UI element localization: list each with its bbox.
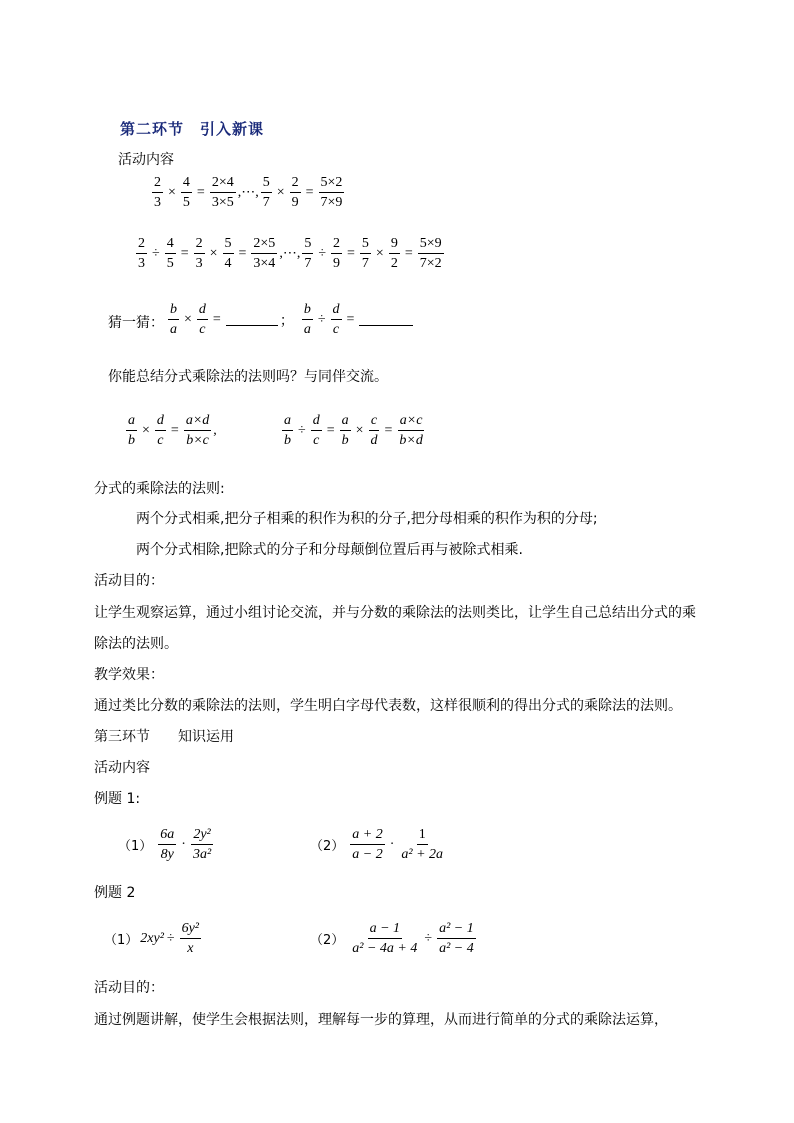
equation-fraction-division: $\frac{2}{3}$ ÷ $\frac{4}{5}$ = $\frac{2}{3}$ × $\frac{5}{4}$ = $\frac{2\times 5}{3\times 4}$ ,⋯, $\frac{5}{7}$ ÷ $\frac{2}{9}$ = $\frac{5}{7}$ × $\frac{9}{2}$ = $\frac{5\times 9}{7\times 2}$ <box>138 236 442 271</box>
activity-content-label: 活动内容 <box>118 152 174 168</box>
rule-equation-multiply: $\frac{a}{b}$ × $\frac{d}{c}$ = $\frac{a\times d}{b\times c}$ , <box>128 413 217 448</box>
rule-text-divide: 两个分式相除,把除式的分子和分母颠倒位置后再与被除式相乘. <box>136 542 523 558</box>
fraction: $\frac{2}{3}$ <box>154 175 161 210</box>
example2-problem2: （2） $\frac{a - 1}{\text{a² − 4a + 4}}$ ÷ $\frac{\text{a² − 1}}{\text{a² − 4}}$ <box>310 921 474 956</box>
effect-heading: 教学效果： <box>94 667 164 683</box>
fraction: $\frac{2\times 4}{3\times 5}$ <box>211 175 234 210</box>
question-text: 你能总结分式乘除法的法则吗？与同伴交流。 <box>108 369 388 385</box>
fraction: $\frac{4}{5}$ <box>182 175 190 210</box>
answer-blank[interactable] <box>359 313 413 326</box>
example2-label: 例题 2 <box>94 885 136 901</box>
guess-label: 猜一猜： <box>108 315 164 331</box>
section-title: 第三环节 知识运用 <box>94 729 234 745</box>
example2-problem1: （1） 2xy² ÷ $\frac{\text{6y²}}{x}$ <box>104 921 200 956</box>
purpose-heading: 活动目的： <box>94 980 164 996</box>
example1-label: 例题 1: <box>94 791 141 807</box>
fraction: $\frac{5\times 2}{7\times 9}$ <box>320 175 343 210</box>
fraction: $\frac{5}{7}$ <box>262 175 270 210</box>
fraction: $\frac{2}{9}$ <box>291 175 299 210</box>
example1-problem1: （1） $\frac{6a}{8y}$ · $\frac{\text{2y²}}{\text{3a²}}$ <box>118 827 212 862</box>
equation-fraction-multiplication: $\frac{2}{3}$ × $\frac{4}{5}$ = $\frac{2\times 4}{3\times 5}$ ,⋯, $\frac{5}{7}$ × $\frac{2}{9}$ = $\frac{5\times 2}{7\times 9}$ <box>154 175 343 210</box>
rule-heading: 分式的乘除法的法则: <box>94 481 225 497</box>
activity-content-label: 活动内容 <box>94 760 150 776</box>
rule-text-multiply: 两个分式相乘,把分子相乘的积作为积的分子,把分母相乘的积作为积的分母; <box>136 511 598 527</box>
purpose-heading: 活动目的： <box>94 573 164 589</box>
rule-equation-divide: $\frac{a}{b}$ ÷ $\frac{d}{c}$ = $\frac{a}{b}$ × $\frac{c}{d}$ = $\frac{a\times c}{b\times d}$ <box>284 413 423 448</box>
purpose-text: 通过例题讲解，使学生会根据法则，理解每一步的算理，从而进行简单的分式的乘除法运算， <box>94 1012 668 1028</box>
answer-blank[interactable] <box>226 313 278 326</box>
guess-equations: $\frac{b}{a}$ × $\frac{d}{c}$ = ； $\frac{b}{a}$ ÷ $\frac{d}{c}$ = <box>166 301 415 338</box>
section-title: 第二环节 引入新课 <box>120 120 265 138</box>
purpose-text-line: 除法的法则。 <box>94 636 178 652</box>
purpose-text-line: 让学生观察运算，通过小组讨论交流，并与分数的乘除法的法则类比，让学生自己总结出分式的乘 <box>94 605 696 621</box>
example1-problem2: （2） $\frac{a + 2}{a - 2}$ · $\frac{1}{\text{a² + 2a}}$ <box>310 827 444 862</box>
effect-text: 通过类比分数的乘除法的法则，学生明白字母代表数，这样很顺利的得出分式的乘除法的法则。 <box>94 698 682 714</box>
